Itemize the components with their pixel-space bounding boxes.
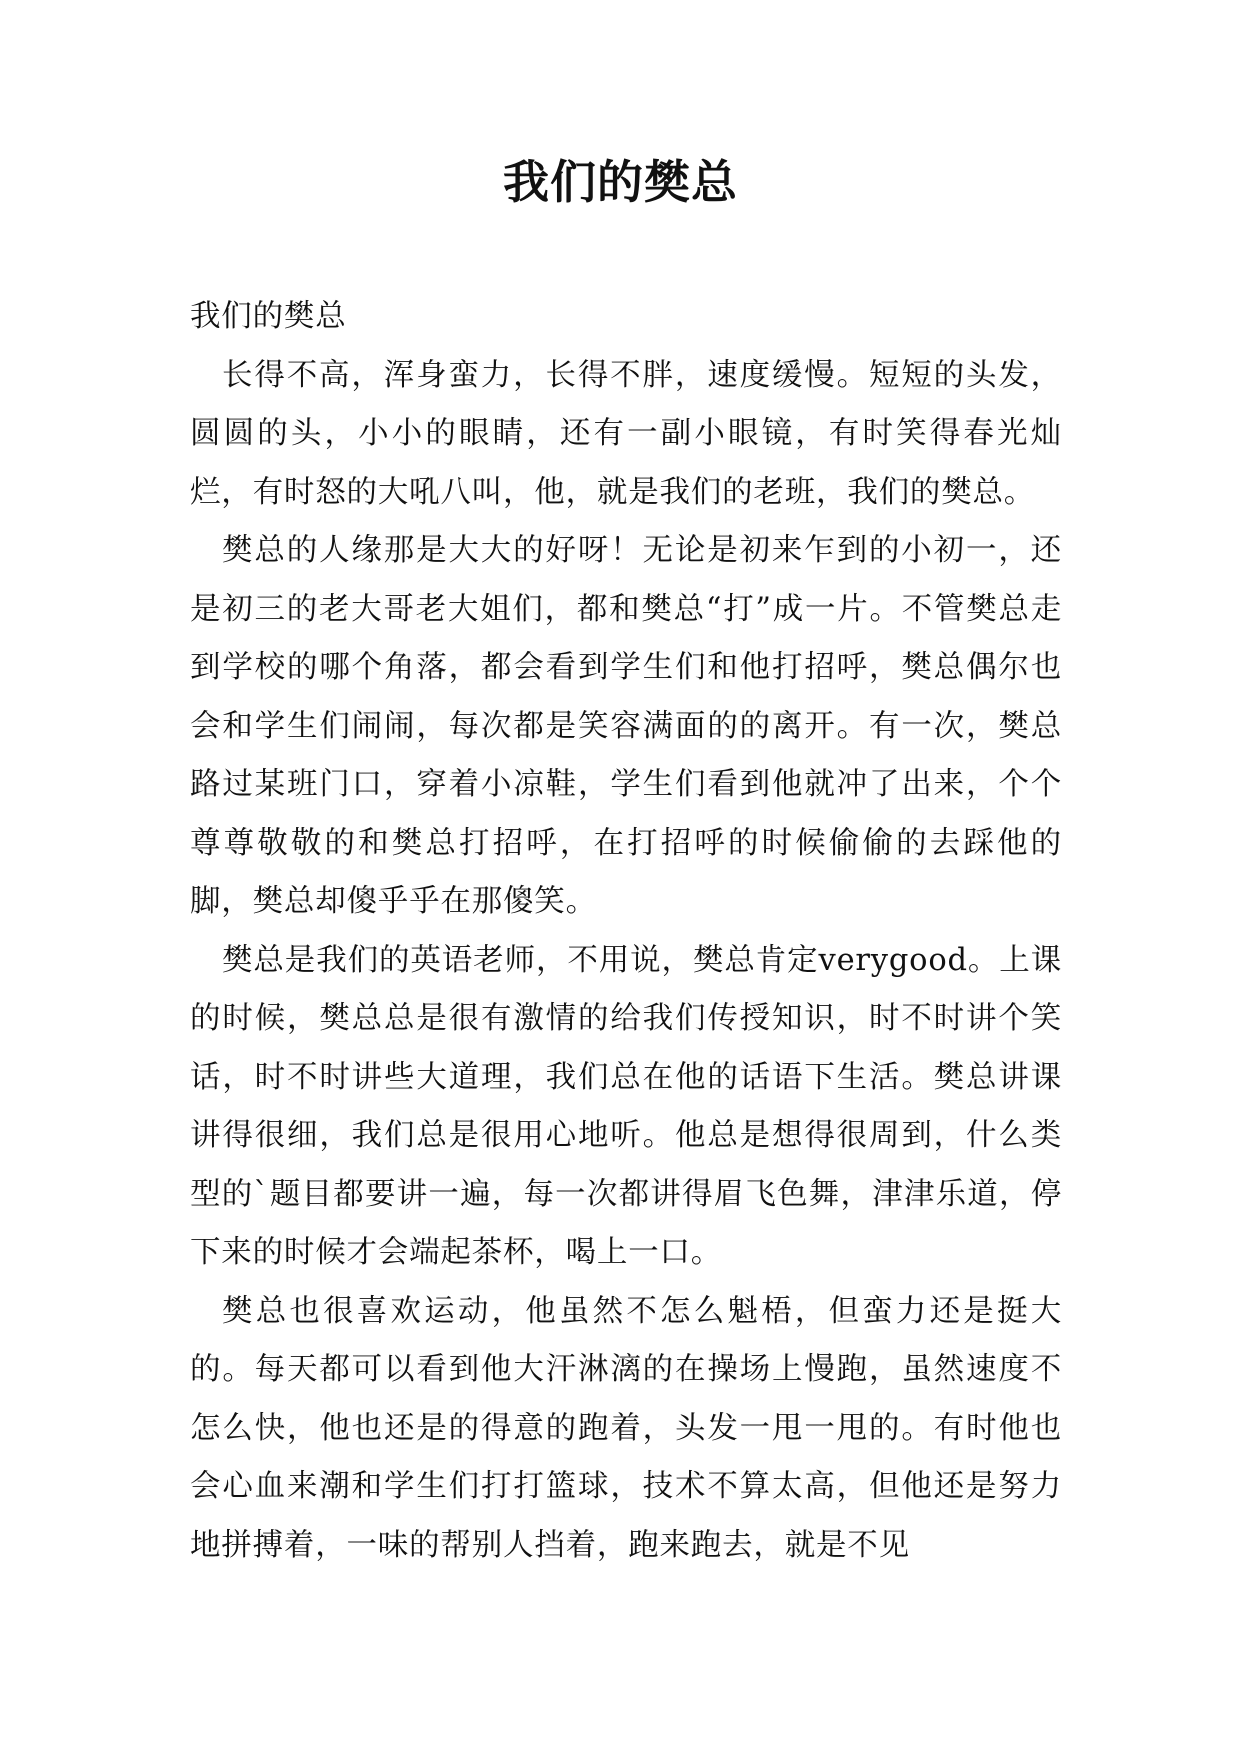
- paragraph-3: 樊总是我们的英语老师，不用说，樊总肯定verygood。上课的时候，樊总总是很有激情的给我们传授知识，时不时讲个笑话，时不时讲些大道理，我们总在他的话语下生活。樊总讲课讲得很细，我们总是很用心地听。他总是想得很周到，什么类型的`题目都要讲一遍，每一次都讲得眉飞色舞，津津乐道，停下来的时候才会端起茶杯，喝上一口。: [190, 942, 1062, 1270]
- document-body: [190, 288, 1062, 1575]
- paragraph-2: 樊总的人缘那是大大的好呀！无论是初来乍到的小初一，还是初三的老大哥老大姐们，都和樊总“打”成一片。不管樊总走到学校的哪个角落，都会看到学生们和他打招呼，樊总偶尔也会和学生们闹闹，每次都是笑容满面的的离开。有一次，樊总路过某班门口，穿着小凉鞋，学生们看到他就冲了出来，个个尊尊敬敬的和樊总打招呼，在打招呼的时候偷偷的去踩他的脚，樊总却傻乎乎在那傻笑。: [190, 533, 1062, 919]
- paragraph-1: 长得不高，浑身蛮力，长得不胖，速度缓慢。短短的头发，圆圆的头，小小的眼睛，还有一副小眼镜，有时笑得春光灿烂，有时怒的大吼八叫，他，就是我们的老班，我们的樊总。: [190, 357, 1062, 510]
- document-title: 我们的樊总: [503, 155, 738, 209]
- paragraph-4: 樊总也很喜欢运动，他虽然不怎么魁梧，但蛮力还是挺大的。每天都可以看到他大汗淋漓的在操场上慢跑，虽然速度不怎么快，他也还是的得意的跑着，头发一甩一甩的。有时他也会心血来潮和学生们打打篮球，技术不算太高，但他还是努力地拼搏着，一味的帮别人挡着，跑来跑去，就是不见: [190, 1293, 1062, 1563]
- article-subtitle: 我们的樊总: [190, 299, 347, 334]
